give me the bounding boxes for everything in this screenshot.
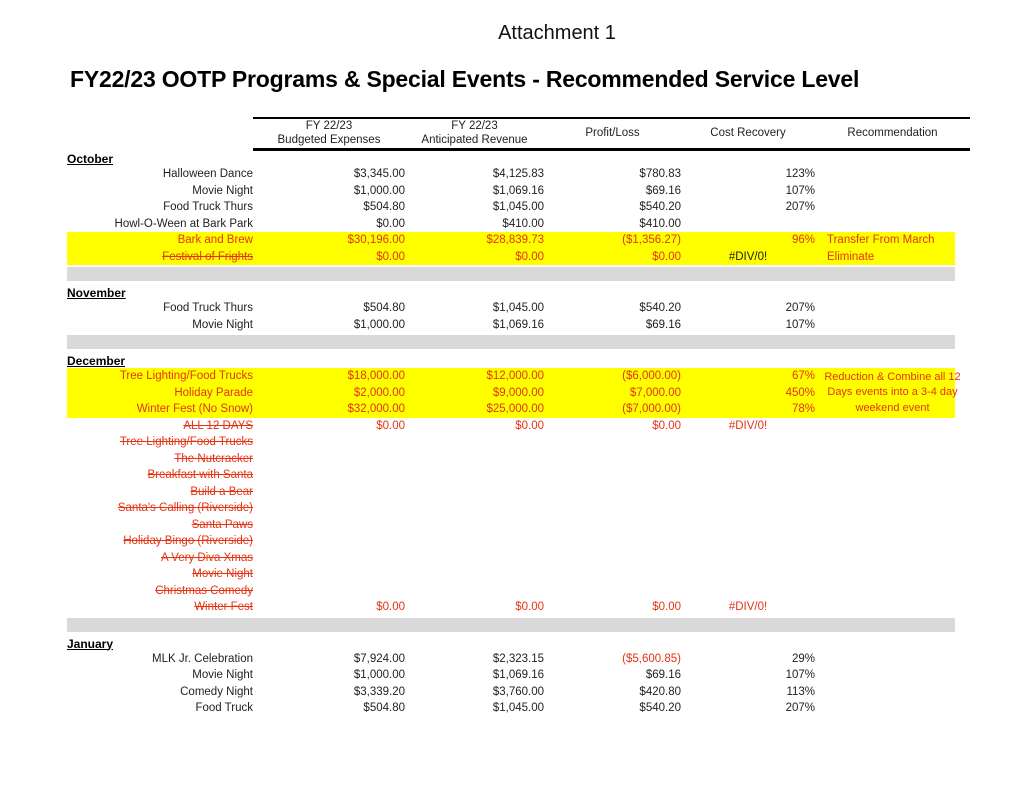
profit-cell: ($1,356.27) <box>544 232 681 249</box>
event-name-cell: Howl-O-Ween at Bark Park <box>114 217 253 230</box>
header-budgeted-expenses <box>253 118 405 149</box>
event-row <box>40 300 970 317</box>
revenue-cell: $3,760.00 <box>492 685 544 698</box>
event-row <box>40 216 970 233</box>
expenses-cell: $30,196.00 <box>253 232 405 249</box>
recommendation-cell <box>815 599 970 616</box>
revenue-cell: $1,069.16 <box>492 669 544 682</box>
recovery-cell: 207% <box>785 702 815 715</box>
recommendation-cell <box>815 368 970 418</box>
revenue-cell: $410.00 <box>502 217 544 230</box>
recommendation-cell: Transfer From March <box>815 232 970 249</box>
expenses-cell: $504.80 <box>363 702 405 715</box>
event-row <box>40 467 970 484</box>
profit-cell: $540.20 <box>639 201 681 214</box>
event-row-highlighted <box>40 249 970 266</box>
recommendation-cell <box>815 183 970 200</box>
recommendation-cell: Eliminate <box>815 249 970 266</box>
recovery-cell: 450% <box>681 385 815 402</box>
expenses-cell: $0.00 <box>376 601 405 614</box>
revenue-cell: $12,000.00 <box>405 368 544 385</box>
recovery-cell: 67% <box>681 368 815 385</box>
recovery-cell: 207% <box>785 302 815 315</box>
event-row-highlighted <box>40 232 970 249</box>
event-name-cell: Santa Paws <box>191 518 253 531</box>
event-name-cell: Food Truck Thurs <box>163 302 253 315</box>
section-separator <box>40 265 970 283</box>
revenue-cell: $28,839.73 <box>405 232 544 249</box>
header-profit-loss: Profit/Loss <box>544 118 681 149</box>
header-budgeted-line2: Budgeted Expenses <box>277 134 381 147</box>
revenue-cell: $25,000.00 <box>405 401 544 418</box>
page-title: FY22/23 OOTP Programs & Special Events - Recommended Service Level <box>70 66 860 92</box>
profit-cell: $69.16 <box>645 669 681 682</box>
section-label-december: December <box>67 354 126 368</box>
recovery-cell: #DIV/0! <box>681 249 815 266</box>
revenue-cell: $0.00 <box>515 419 544 432</box>
event-row <box>40 583 970 600</box>
recommendation-cell <box>815 418 970 435</box>
revenue-cell: $1,069.16 <box>492 184 544 197</box>
recovery-cell: 207% <box>785 201 815 214</box>
event-row <box>40 451 970 468</box>
event-name-cell: Food Truck Thurs <box>163 201 253 214</box>
expenses-cell: $504.80 <box>363 201 405 214</box>
recommendation-cell <box>815 300 970 317</box>
event-name-cell: The Nutcracker <box>174 452 253 465</box>
event-row <box>40 667 970 684</box>
service-level-table <box>40 117 970 717</box>
event-name-cell: Christmas Comedy <box>155 584 253 597</box>
event-name-cell: Breakfast with Santa <box>147 469 253 482</box>
recommendation-cell <box>815 199 970 216</box>
event-name-cell: Winter Fest <box>194 601 253 614</box>
event-row <box>40 199 970 216</box>
expenses-cell: $7,924.00 <box>353 652 405 665</box>
event-row <box>40 550 970 567</box>
section-label-january: January <box>67 636 114 651</box>
event-name-cell: Festival of Frights <box>40 249 253 266</box>
recommendation-cell <box>815 651 970 668</box>
header-anticipated-line2: Anticipated Revenue <box>421 134 528 147</box>
profit-cell: $410.00 <box>639 217 681 230</box>
header-anticipated-revenue <box>405 118 544 149</box>
profit-cell: $0.00 <box>652 601 681 614</box>
event-name-cell: MLK Jr. Celebration <box>152 652 253 665</box>
event-name-cell: Bark and Brew <box>40 232 253 249</box>
event-name-cell: Build a Bear <box>190 485 253 498</box>
revenue-cell: $2,323.15 <box>492 652 544 665</box>
event-name-cell: A Very Diva Xmas <box>160 551 253 564</box>
header-cost-recovery: Cost Recovery <box>681 118 815 149</box>
recovery-cell: 29% <box>791 652 815 665</box>
expenses-cell: $3,339.20 <box>353 685 405 698</box>
section-label-october: October <box>67 152 114 166</box>
revenue-cell: $1,069.16 <box>492 318 544 331</box>
recommendation-cell <box>815 700 970 717</box>
event-name-cell: Food Truck <box>195 702 253 715</box>
recommendation-line: Reduction & Combine all 12 <box>824 370 961 383</box>
section-separator <box>40 616 970 634</box>
revenue-cell: $0.00 <box>515 601 544 614</box>
event-row <box>40 517 970 534</box>
section-separator <box>40 333 970 351</box>
revenue-cell: $1,045.00 <box>492 702 544 715</box>
profit-cell: $7,000.00 <box>544 385 681 402</box>
section-label-november: November <box>67 286 126 300</box>
expenses-cell: $1,000.00 <box>353 669 405 682</box>
profit-cell: ($6,000.00) <box>544 368 681 385</box>
event-row <box>40 183 970 200</box>
event-row <box>40 599 970 616</box>
event-row <box>40 166 970 183</box>
expenses-cell: $32,000.00 <box>253 401 405 418</box>
event-row-highlighted <box>40 368 970 385</box>
event-name-cell: Holiday Parade <box>40 385 253 402</box>
header-event-cell <box>40 118 253 149</box>
recommendation-cell <box>815 684 970 701</box>
event-name-cell: Movie Night <box>192 568 253 581</box>
recovery-cell: 96% <box>681 232 815 249</box>
recovery-cell: 107% <box>785 318 815 331</box>
event-row <box>40 500 970 517</box>
recommendation-cell <box>815 317 970 334</box>
expenses-cell: $0.00 <box>376 419 405 432</box>
event-row <box>40 651 970 668</box>
header-anticipated-line1: FY 22/23 <box>451 120 498 133</box>
recovery-cell: 123% <box>785 168 815 181</box>
event-name-cell: Tree Lighting/Food Trucks <box>119 436 253 449</box>
header-budgeted-line1: FY 22/23 <box>305 120 353 133</box>
expenses-cell: $18,000.00 <box>253 368 405 385</box>
recommendation-cell <box>815 667 970 684</box>
header-recommendation: Recommendation <box>815 118 970 149</box>
expenses-cell: $504.80 <box>363 302 405 315</box>
event-row <box>40 533 970 550</box>
table-header-row <box>40 118 970 149</box>
profit-cell: $0.00 <box>652 419 681 432</box>
recommendation-cell <box>815 166 970 183</box>
event-row <box>40 317 970 334</box>
profit-cell: $540.20 <box>639 302 681 315</box>
profit-cell: $780.83 <box>639 168 681 181</box>
recovery-cell: #DIV/0! <box>728 601 768 614</box>
event-name-cell: Winter Fest (No Snow) <box>40 401 253 418</box>
profit-cell: $420.80 <box>639 685 681 698</box>
event-name-cell: Movie Night <box>192 184 253 197</box>
revenue-cell: $9,000.00 <box>405 385 544 402</box>
profit-cell: ($7,000.00) <box>544 401 681 418</box>
expenses-cell: $1,000.00 <box>353 184 405 197</box>
event-name-cell: Comedy Night <box>180 685 253 698</box>
recommendation-line: Days events into a 3-4 day <box>827 386 958 398</box>
event-name-cell: ALL 12 DAYS <box>183 419 253 432</box>
event-name-cell: Movie Night <box>192 318 253 331</box>
expenses-cell: $3,345.00 <box>353 168 405 181</box>
event-name-cell: Tree Lighting/Food Trucks <box>40 368 253 385</box>
event-row <box>40 566 970 583</box>
event-name-cell: Halloween Dance <box>162 168 253 181</box>
event-row <box>40 484 970 501</box>
recovery-cell: #DIV/0! <box>728 419 768 432</box>
event-row <box>40 684 970 701</box>
recommendation-cell <box>815 216 970 233</box>
profit-cell: $69.16 <box>645 184 681 197</box>
event-row <box>40 434 970 451</box>
recovery-cell: 113% <box>786 685 815 698</box>
expenses-cell: $1,000.00 <box>353 318 405 331</box>
event-name-cell: Movie Night <box>192 669 253 682</box>
recovery-cell: 107% <box>785 669 815 682</box>
event-row <box>40 418 970 435</box>
recovery-cell <box>681 216 815 233</box>
profit-cell: $69.16 <box>645 318 681 331</box>
event-row <box>40 700 970 717</box>
event-name-cell: Santa's Calling (Riverside) <box>117 502 253 515</box>
recovery-cell: 107% <box>785 184 815 197</box>
expenses-cell: $2,000.00 <box>253 385 405 402</box>
profit-cell: $540.20 <box>639 702 681 715</box>
revenue-cell: $0.00 <box>405 249 544 266</box>
revenue-cell: $1,045.00 <box>492 201 544 214</box>
revenue-cell: $1,045.00 <box>492 302 544 315</box>
profit-cell: ($5,600.85) <box>622 652 681 665</box>
revenue-cell: $4,125.83 <box>492 168 544 181</box>
recovery-cell: 78% <box>681 401 815 418</box>
expenses-cell: $0.00 <box>253 249 405 266</box>
recommendation-line: weekend event <box>855 401 930 414</box>
attachment-label: Attachment 1 <box>498 22 616 44</box>
expenses-cell: $0.00 <box>376 217 405 230</box>
event-name-cell: Holiday Bingo (Riverside) <box>123 535 253 548</box>
profit-cell: $0.00 <box>544 249 681 266</box>
